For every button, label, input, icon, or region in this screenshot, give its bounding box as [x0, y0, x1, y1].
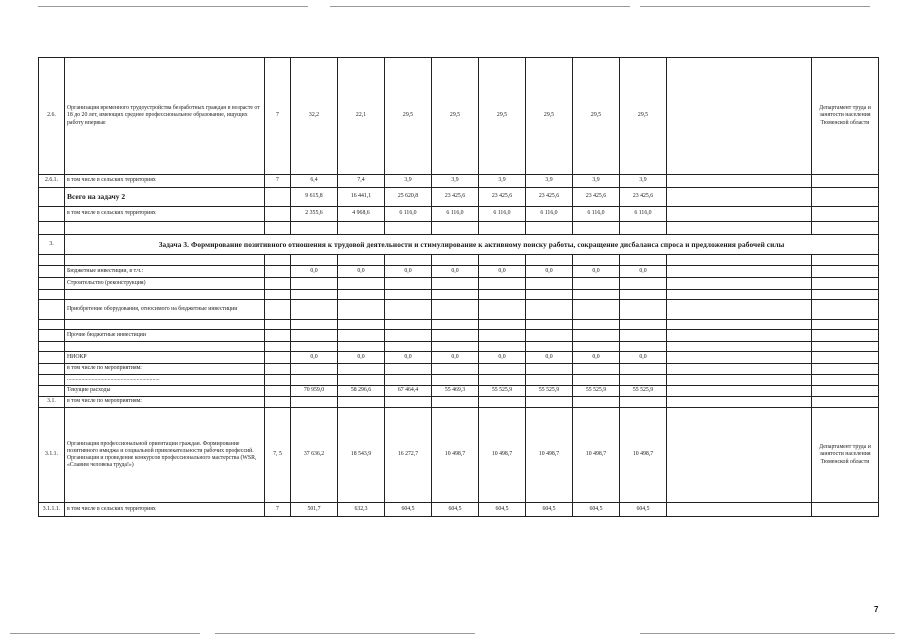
empty-cell — [265, 188, 291, 207]
measure-name: НИОКР — [65, 352, 265, 364]
value-cell: 0,0 — [432, 352, 479, 364]
empty-cell — [812, 352, 879, 364]
indicator-code: 7, 5 — [265, 408, 291, 503]
scan-edge-line-bottom — [10, 633, 200, 634]
measure-name: Прочие бюджетные инвестиции — [65, 330, 265, 342]
value-cell: 29,5 — [385, 58, 432, 175]
task-title: Задача 3. Формирование позитивного отношения к трудовой деятельности и стимулирование к активному поиску работы, сокращение дисбаланса спроса и предложения рабочей силы — [65, 235, 879, 255]
value-cell: 3,9 — [526, 175, 573, 188]
measure-name: Организация временного трудоустройства безработных граждан в возрасте от 18 до 20 лет, имеющих среднее профессиональное образование, ищущих работу впервые — [65, 58, 265, 175]
value-cell: 0,0 — [291, 266, 338, 278]
value-cell: 0,0 — [526, 352, 573, 364]
value-cell: 58 296,6 — [338, 386, 385, 397]
value-cell: 32,2 — [291, 58, 338, 175]
empty-cell — [667, 352, 812, 364]
measure-name: в том числе в сельских территориях — [65, 175, 265, 188]
value-cell: 10 498,7 — [526, 408, 573, 503]
empty-cell — [39, 352, 65, 364]
value-cell: 0,0 — [479, 266, 526, 278]
measure-name: в том числе по мероприятиям: — [65, 397, 265, 408]
table-row — [39, 364, 879, 375]
value-cell: 0,0 — [573, 352, 620, 364]
row-number: 3.1. — [39, 397, 65, 408]
empty-cell — [265, 207, 291, 222]
table-row — [39, 352, 879, 364]
value-cell: 23 425,6 — [620, 188, 667, 207]
value-cell: 0,0 — [620, 352, 667, 364]
value-cell: 604,5 — [432, 503, 479, 517]
table-row — [39, 278, 879, 290]
scan-edge-line-bottom — [215, 633, 475, 634]
empty-cell — [39, 207, 65, 222]
value-cell: 0,0 — [432, 266, 479, 278]
scan-edge-line-top — [330, 6, 630, 7]
value-cell: 6,4 — [291, 175, 338, 188]
value-cell: 16 441,1 — [338, 188, 385, 207]
value-cell: 55 525,9 — [479, 386, 526, 397]
value-cell: 16 272,7 — [385, 408, 432, 503]
value-cell: 29,5 — [526, 58, 573, 175]
value-cell: 0,0 — [385, 266, 432, 278]
value-cell: 23 425,6 — [573, 188, 620, 207]
value-cell: 23 425,6 — [432, 188, 479, 207]
value-cell: 6 116,0 — [620, 207, 667, 222]
value-cell: 29,5 — [479, 58, 526, 175]
value-cell: 3,9 — [620, 175, 667, 188]
empty-cell — [667, 188, 812, 207]
value-cell: 67 464,4 — [385, 386, 432, 397]
value-cell: 604,5 — [526, 503, 573, 517]
legal-basis — [667, 58, 812, 175]
table-row-spacer — [39, 342, 879, 352]
value-cell: 0,0 — [573, 266, 620, 278]
empty-cell — [667, 503, 812, 517]
empty-cell — [667, 207, 812, 222]
value-cell: 4 968,6 — [338, 207, 385, 222]
value-cell: 3,9 — [385, 175, 432, 188]
scan-edge-line-top — [38, 6, 308, 7]
value-cell: 22,1 — [338, 58, 385, 175]
value-cell: 29,5 — [620, 58, 667, 175]
value-cell: 0,0 — [385, 352, 432, 364]
value-cell: 37 636,2 — [291, 408, 338, 503]
value-cell: 0,0 — [291, 352, 338, 364]
value-cell: 10 498,7 — [479, 408, 526, 503]
page-number: 7 — [874, 605, 879, 614]
table-row — [39, 300, 879, 320]
row-number: 2.6.1. — [39, 175, 65, 188]
table-row — [39, 266, 879, 278]
table-row — [39, 503, 879, 517]
table-row — [39, 207, 879, 222]
row-number: 3.1.1.1. — [39, 503, 65, 517]
value-cell: 6 116,0 — [432, 207, 479, 222]
empty-cell — [39, 266, 65, 278]
scan-edge-line-top — [640, 6, 870, 7]
empty-cell — [39, 188, 65, 207]
value-cell: 23 425,6 — [479, 188, 526, 207]
value-cell: 18 543,9 — [338, 408, 385, 503]
value-cell: 70 959,0 — [291, 386, 338, 397]
value-cell: 0,0 — [338, 352, 385, 364]
table-row — [39, 397, 879, 408]
empty-cell — [667, 386, 812, 397]
empty-cell — [39, 386, 65, 397]
value-cell: 2 355,6 — [291, 207, 338, 222]
value-cell: 23 425,6 — [526, 188, 573, 207]
empty-cell — [812, 188, 879, 207]
value-cell: 10 498,7 — [573, 408, 620, 503]
empty-cell — [812, 207, 879, 222]
indicator-code: 7 — [265, 175, 291, 188]
value-cell: 0,0 — [338, 266, 385, 278]
value-cell: 55 525,9 — [620, 386, 667, 397]
empty-cell — [667, 175, 812, 188]
value-cell: 55 525,9 — [526, 386, 573, 397]
value-cell: 55 525,9 — [573, 386, 620, 397]
value-cell: 29,5 — [432, 58, 479, 175]
value-cell: 6 116,0 — [526, 207, 573, 222]
empty-cell — [812, 175, 879, 188]
measure-name: в том числе по мероприятиям: — [65, 364, 265, 375]
value-cell: 7,4 — [338, 175, 385, 188]
indicator-code: 7 — [265, 503, 291, 517]
value-cell: 604,5 — [573, 503, 620, 517]
table-row — [39, 58, 879, 175]
value-cell: 501,7 — [291, 503, 338, 517]
table-row — [39, 408, 879, 503]
table-row — [39, 175, 879, 188]
section-number: 3. — [39, 235, 65, 255]
value-cell: 3,9 — [432, 175, 479, 188]
value-cell: 29,5 — [573, 58, 620, 175]
table-row — [39, 330, 879, 342]
table-row-spacer — [39, 290, 879, 300]
indicator-code: 7 — [265, 58, 291, 175]
value-cell: 3,9 — [479, 175, 526, 188]
table-row-spacer — [39, 222, 879, 235]
responsible-department: Департамент труда и занятости населения Тюменской области — [812, 408, 879, 503]
value-cell: 9 615,8 — [291, 188, 338, 207]
row-number: 2.6. — [39, 58, 65, 175]
value-cell: 604,5 — [620, 503, 667, 517]
legal-basis — [667, 408, 812, 503]
empty-cell — [265, 266, 291, 278]
total-label: Всего на задачу 2 — [65, 188, 265, 207]
value-cell: 604,5 — [385, 503, 432, 517]
empty-cell — [812, 266, 879, 278]
value-cell: 632,3 — [338, 503, 385, 517]
value-cell: 10 498,7 — [620, 408, 667, 503]
responsible-department: Департамент труда и занятости населения Тюменской области — [812, 58, 879, 175]
value-cell: 3,9 — [573, 175, 620, 188]
table-row — [39, 386, 879, 397]
value-cell: 10 498,7 — [432, 408, 479, 503]
measure-name: Бюджетные инвестиции, в т.ч.: — [65, 266, 265, 278]
measure-name: в том числе в сельских территориях — [65, 503, 265, 517]
table-row-section — [39, 235, 879, 255]
value-cell: 6 116,0 — [479, 207, 526, 222]
scan-edge-line-bottom — [640, 633, 895, 634]
empty-cell — [812, 503, 879, 517]
measure-name: Организация профессиональной ориентации граждан. Формирование позитивного имиджа и социальной привлекательности рабочих профессий. Организация и проведение конкурсов профессионального мастерства (WSR, «Славим человека труда!») — [65, 408, 265, 503]
value-cell: 55 469,3 — [432, 386, 479, 397]
placeholder-dots: ................................................................ — [65, 375, 265, 386]
value-cell: 6 116,0 — [385, 207, 432, 222]
empty-cell — [812, 386, 879, 397]
measure-name: в том числе в сельских территориях — [65, 207, 265, 222]
table-row-total — [39, 188, 879, 207]
program-finance-table — [38, 57, 879, 517]
empty-cell — [265, 386, 291, 397]
row-number: 3.1.1. — [39, 408, 65, 503]
measure-name: Текущие расходы — [65, 386, 265, 397]
value-cell: 0,0 — [620, 266, 667, 278]
table-row-spacer — [39, 255, 879, 266]
value-cell: 25 620,8 — [385, 188, 432, 207]
value-cell: 0,0 — [479, 352, 526, 364]
measure-name: Приобретение оборудования, относимого на бюджетные инвестиции — [65, 300, 265, 320]
value-cell: 6 116,0 — [573, 207, 620, 222]
empty-cell — [265, 352, 291, 364]
table-row-spacer — [39, 320, 879, 330]
measure-name: Строительство (реконструкция) — [65, 278, 265, 290]
value-cell: 604,5 — [479, 503, 526, 517]
value-cell: 0,0 — [526, 266, 573, 278]
table-row — [39, 375, 879, 386]
empty-cell — [667, 266, 812, 278]
